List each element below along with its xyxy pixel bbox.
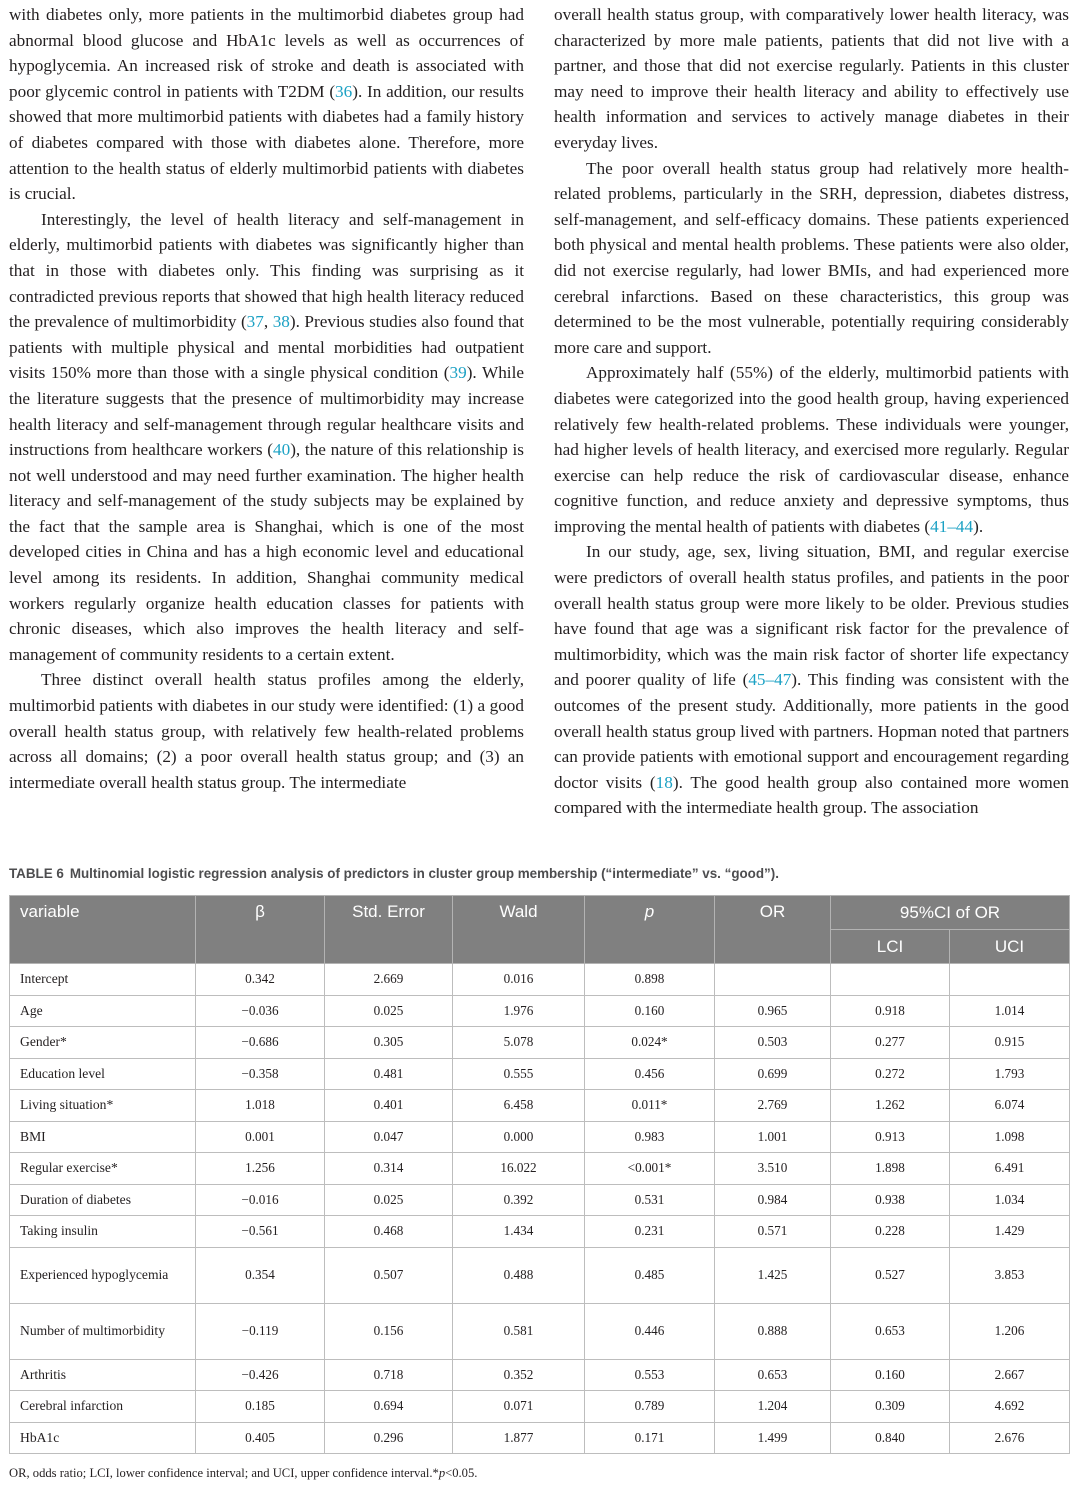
table-row	[10, 1153, 1070, 1185]
table-row	[10, 1422, 1070, 1454]
text: Approximately half (55%) of the elderly, multimorbid patients with diabetes were categorized into the good health group, having experienced relatively few health-related problems. These individuals were younger, had higher levels of health literacy, and exercised more regularly. Regular exercise can help reduce the risk of cardiovascular disease, enhance cognitive function, and reduce anxiety and depressive symptoms, thus improving the mental health of patients with diabetes (	[554, 363, 1069, 536]
cell-se: 0.468	[325, 1216, 453, 1248]
cell-variable: Gender*	[10, 1027, 196, 1059]
cell-wald: 0.071	[453, 1391, 585, 1423]
paragraph: The poor overall health status group had relatively more health-related problems, particularly in the SRH, depression, diabetes distress, self-management, and self-efficacy domains. These patients experienced both physical and mental health problems. These patients were also older, did not exercise regularly, had lower BMIs, and had experienced more cerebral infarctions. Based on these characteristics, this group was determined to be the most vulnerable, potentially requiring considerably more care and support.	[554, 158, 1069, 357]
paragraph	[554, 360, 1069, 539]
cell-uci: 6.074	[950, 1090, 1070, 1122]
text: In our study, age, sex, living situation, BMI, and regular exercise were predictors of overall health status profiles, and patients in the poor overall health status group were more likely to be older. Previous studies have found that age was a significant risk factor for the prevalence of multimorbidity, which was the main risk factor of shorter life expectancy and poorer quality of life (	[554, 542, 1069, 690]
cell-lci: 0.277	[831, 1027, 950, 1059]
cell-beta: 1.256	[196, 1153, 325, 1185]
cell-variable: Taking insulin	[10, 1216, 196, 1248]
table-row	[10, 1391, 1070, 1423]
cell-p: 0.983	[585, 1121, 715, 1153]
text: p	[438, 1466, 446, 1480]
cell-uci: 1.034	[950, 1184, 1070, 1216]
text: ). While the literature suggests that the presence of multimorbidity may increase health literacy and self-management through regular healthcare visits and instructions from healthcare workers (	[9, 363, 524, 460]
text: ). In addition, our results showed that more multimorbid patients with diabetes had a family history of diabetes compared with those with diabetes alone. Therefore, more attention to the health status of elderly multimorbid patients with diabetes is crucial.	[9, 81, 524, 204]
citation-link[interactable]: 37	[246, 312, 264, 332]
cell-p: <0.001*	[585, 1153, 715, 1185]
cell-beta: 0.354	[196, 1247, 325, 1303]
cell-wald: 0.392	[453, 1184, 585, 1216]
citation-link[interactable]: 18	[655, 772, 673, 792]
cell-lci: 0.272	[831, 1058, 950, 1090]
cell-se: 0.314	[325, 1153, 453, 1185]
cell-beta: 0.405	[196, 1422, 325, 1454]
header-wald: Wald	[453, 896, 585, 964]
cell-se: 0.694	[325, 1391, 453, 1423]
paragraph	[9, 2, 524, 207]
cell-or: 1.499	[715, 1422, 831, 1454]
citation-link[interactable]: 38	[272, 312, 290, 332]
cell-se: 0.296	[325, 1422, 453, 1454]
cell-or: 0.965	[715, 995, 831, 1027]
cell-se: 2.669	[325, 964, 453, 996]
cell-beta: −0.036	[196, 995, 325, 1027]
table-footnote	[9, 1466, 477, 1481]
table-title: Multinomial logistic regression analysis of predictors in cluster group membership (“intermediate” vs. “good”).	[69, 866, 779, 881]
cell-wald: 1.434	[453, 1216, 585, 1248]
cell-or: 1.425	[715, 1247, 831, 1303]
header-lci: LCI	[831, 930, 950, 964]
table-body	[10, 964, 1070, 1454]
cell-p: 0.171	[585, 1422, 715, 1454]
text: –	[765, 670, 775, 690]
regression-table	[9, 895, 1070, 1454]
cell-wald: 0.000	[453, 1121, 585, 1153]
cell-wald: 0.555	[453, 1058, 585, 1090]
cell-p: 0.553	[585, 1359, 715, 1391]
cell-variable: Duration of diabetes	[10, 1184, 196, 1216]
text: Interestingly, the level of health literacy and self-management in elderly, multimorbid patients with diabetes was significantly higher than that in those with diabetes only. This finding was surprising as it contradicted previous reports that showed that high health literacy reduced the prevalence of multimorbidity (	[9, 209, 524, 332]
cell-variable: Cerebral infarction	[10, 1391, 196, 1423]
text: OR, odds ratio; LCI, lower confidence interval; and UCI, upper confidence interval.*	[9, 1466, 439, 1480]
cell-variable: Arthritis	[10, 1359, 196, 1391]
citation-link[interactable]: 41	[930, 516, 948, 536]
table-row	[10, 1184, 1070, 1216]
cell-beta: 0.001	[196, 1121, 325, 1153]
citation-link[interactable]: 39	[449, 363, 467, 383]
paragraph	[9, 207, 524, 668]
cell-beta: −0.358	[196, 1058, 325, 1090]
cell-p: 0.485	[585, 1247, 715, 1303]
cell-uci: 1.429	[950, 1216, 1070, 1248]
cell-wald: 0.352	[453, 1359, 585, 1391]
text: <0.05.	[445, 1466, 478, 1480]
citation-link[interactable]: 36	[335, 81, 353, 101]
cell-se: 0.481	[325, 1058, 453, 1090]
header-p: p	[585, 896, 715, 964]
cell-variable: Regular exercise*	[10, 1153, 196, 1185]
text: ). Previous studies also found that patients with multiple physical and mental morbidities had outpatient visits 150% more than those with a single physical condition (	[9, 312, 525, 383]
cell-uci: 1.206	[950, 1303, 1070, 1359]
cell-wald: 1.976	[453, 995, 585, 1027]
cell-uci: 2.676	[950, 1422, 1070, 1454]
header-or: OR	[715, 896, 831, 964]
citation-link[interactable]: 45	[748, 670, 766, 690]
cell-uci: 6.491	[950, 1153, 1070, 1185]
header-uci: UCI	[950, 930, 1070, 964]
cell-wald: 5.078	[453, 1027, 585, 1059]
cell-variable: BMI	[10, 1121, 196, 1153]
table-row	[10, 964, 1070, 996]
citation-link[interactable]: 47	[774, 670, 792, 690]
paragraph	[554, 539, 1069, 821]
cell-se: 0.025	[325, 995, 453, 1027]
cell-wald: 0.016	[453, 964, 585, 996]
table-row	[10, 1090, 1070, 1122]
cell-p: 0.789	[585, 1391, 715, 1423]
cell-se: 0.507	[325, 1247, 453, 1303]
cell-p: 0.531	[585, 1184, 715, 1216]
cell-wald: 6.458	[453, 1090, 585, 1122]
text: with diabetes only, more patients in the multimorbid diabetes group had abnormal blood glucose and HbA1c levels as well as occurrences of hypoglycemia. An increased risk of stroke and death is associated with poor glycemic control in patients with T2DM (	[9, 5, 524, 101]
table-row	[10, 1247, 1070, 1303]
cell-p: 0.898	[585, 964, 715, 996]
cell-or: 0.984	[715, 1184, 831, 1216]
cell-lci: 0.913	[831, 1121, 950, 1153]
cell-or: 2.769	[715, 1090, 831, 1122]
text: ,	[263, 312, 273, 332]
citation-link[interactable]: 40	[273, 440, 291, 460]
table-row	[10, 1303, 1070, 1359]
cell-uci: 1.014	[950, 995, 1070, 1027]
left-text-column	[9, 2, 524, 795]
cell-variable: Living situation*	[10, 1090, 196, 1122]
cell-lci: 0.918	[831, 995, 950, 1027]
cell-p: 0.231	[585, 1216, 715, 1248]
cell-wald: 0.488	[453, 1247, 585, 1303]
cell-beta: −0.119	[196, 1303, 325, 1359]
cell-or: 0.571	[715, 1216, 831, 1248]
cell-or: 1.204	[715, 1391, 831, 1423]
cell-wald: 1.877	[453, 1422, 585, 1454]
cell-or: 1.001	[715, 1121, 831, 1153]
cell-or: 0.503	[715, 1027, 831, 1059]
cell-p: 0.446	[585, 1303, 715, 1359]
cell-or: 3.510	[715, 1153, 831, 1185]
paragraph: overall health status group, with comparatively lower health literacy, was characterized by more male patients, patients that did not live with a partner, and those that did not exercise regularly. Patients in this cluster may need to improve their health literacy and ability to effectively use health information and services to actively manage diabetes in their everyday lives.	[554, 5, 1069, 152]
cell-beta: −0.561	[196, 1216, 325, 1248]
cell-or: 0.653	[715, 1359, 831, 1391]
cell-lci	[831, 964, 950, 996]
cell-beta: 0.342	[196, 964, 325, 996]
cell-lci: 0.228	[831, 1216, 950, 1248]
text: ). The good health group also contained more women compared with the intermediate health group. The association	[554, 772, 1070, 818]
header-beta: β	[196, 896, 325, 964]
table-row	[10, 1359, 1070, 1391]
cell-variable: Experienced hypoglycemia	[10, 1247, 196, 1303]
text: –	[947, 516, 956, 536]
table-label: TABLE 6	[9, 866, 64, 881]
table-row	[10, 995, 1070, 1027]
cell-lci: 0.527	[831, 1247, 950, 1303]
cell-uci: 3.853	[950, 1247, 1070, 1303]
cell-se: 0.718	[325, 1359, 453, 1391]
cell-variable: Number of multimorbidity	[10, 1303, 196, 1359]
cell-lci: 1.262	[831, 1090, 950, 1122]
cell-variable: Intercept	[10, 964, 196, 996]
table-row	[10, 1216, 1070, 1248]
cell-wald: 16.022	[453, 1153, 585, 1185]
cell-se: 0.305	[325, 1027, 453, 1059]
text: ).	[973, 516, 984, 536]
cell-or	[715, 964, 831, 996]
cell-p: 0.011*	[585, 1090, 715, 1122]
cell-variable: Age	[10, 995, 196, 1027]
header-ci: 95%CI of OR	[831, 896, 1070, 930]
paragraph: Three distinct overall health status profiles among the elderly, multimorbid patients with diabetes in our study were identified: (1) a good overall health status group, with relatively few health-related problems across all domains; (2) a poor overall health status group; and (3) an intermediate overall health status group. The intermediate	[9, 670, 524, 792]
text: ), the nature of this relationship is not well understood and may need further examination. The higher health literacy and self-management of the study subjects may be explained by the fact that the sample area is Shanghai, which is one of the most developed cities in China and has a high economic level and educational level among its residents. In addition, Shanghai community medical workers regularly organize health education classes for patients with chronic diseases, which also improves the health literacy and self-management of community residents to a certain extent.	[9, 440, 524, 664]
cell-lci: 0.309	[831, 1391, 950, 1423]
cell-p: 0.024*	[585, 1027, 715, 1059]
text: ). This finding was consistent with the outcomes of the present study. Additionally, more patients in the good overall health status group lived with partners. Hopman noted that partners can provide patients with emotional support and encouragement regarding doctor visits (	[554, 670, 1070, 792]
cell-uci	[950, 964, 1070, 996]
cell-lci: 0.840	[831, 1422, 950, 1454]
cell-variable: Education level	[10, 1058, 196, 1090]
table-row	[10, 1121, 1070, 1153]
right-text-column	[554, 2, 1069, 821]
cell-uci: 4.692	[950, 1391, 1070, 1423]
cell-uci: 2.667	[950, 1359, 1070, 1391]
header-std-error: Std. Error	[325, 896, 453, 964]
citation-link[interactable]: 44	[955, 516, 974, 536]
cell-se: 0.401	[325, 1090, 453, 1122]
cell-beta: −0.686	[196, 1027, 325, 1059]
cell-se: 0.156	[325, 1303, 453, 1359]
cell-beta: −0.426	[196, 1359, 325, 1391]
cell-wald: 0.581	[453, 1303, 585, 1359]
cell-uci: 1.098	[950, 1121, 1070, 1153]
cell-p: 0.160	[585, 995, 715, 1027]
cell-beta: 1.018	[196, 1090, 325, 1122]
cell-se: 0.025	[325, 1184, 453, 1216]
cell-or: 0.888	[715, 1303, 831, 1359]
cell-beta: −0.016	[196, 1184, 325, 1216]
cell-p: 0.456	[585, 1058, 715, 1090]
cell-or: 0.699	[715, 1058, 831, 1090]
table-row	[10, 1027, 1070, 1059]
cell-variable: HbA1c	[10, 1422, 196, 1454]
cell-uci: 1.793	[950, 1058, 1070, 1090]
cell-lci: 1.898	[831, 1153, 950, 1185]
cell-lci: 0.160	[831, 1359, 950, 1391]
cell-uci: 0.915	[950, 1027, 1070, 1059]
cell-beta: 0.185	[196, 1391, 325, 1423]
cell-lci: 0.653	[831, 1303, 950, 1359]
table-row	[10, 1058, 1070, 1090]
cell-lci: 0.938	[831, 1184, 950, 1216]
table-caption	[9, 866, 779, 881]
cell-se: 0.047	[325, 1121, 453, 1153]
header-variable: variable	[10, 896, 196, 964]
